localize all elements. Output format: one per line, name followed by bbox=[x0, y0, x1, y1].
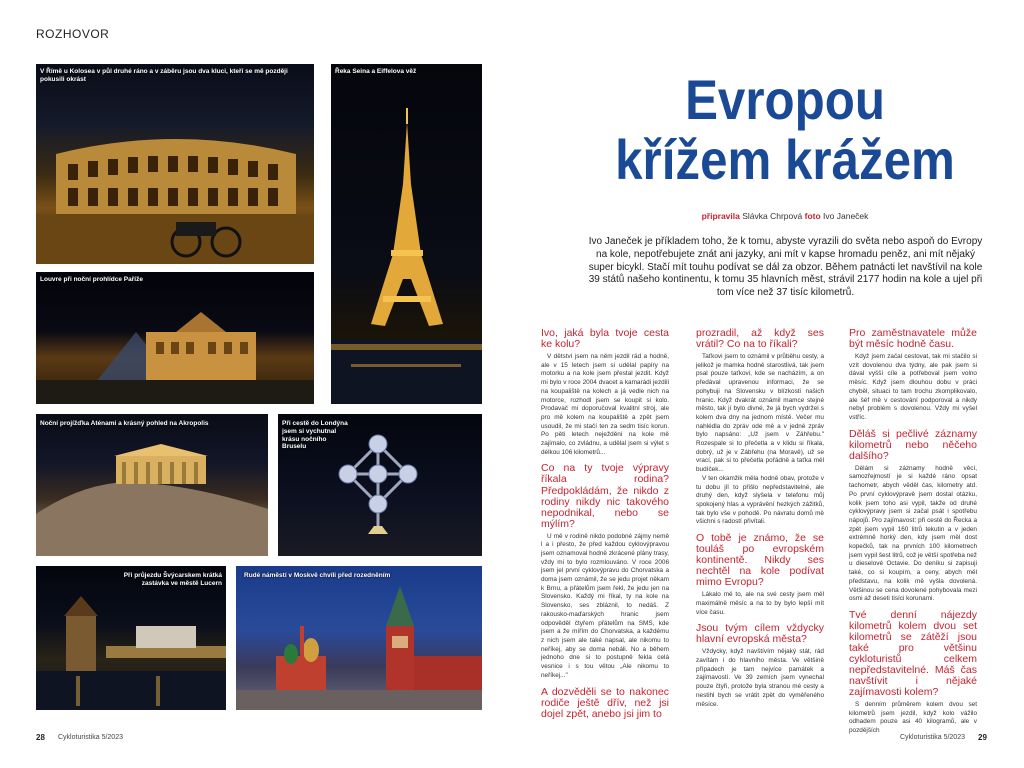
credit-label: foto bbox=[804, 211, 821, 221]
interview-answer: Taťkovi jsem to oznámil v průběhu cesty, a jelikož je mamka hodně starostlivá, tak jsem psal pouze taťkovi, kde se nacházím, a on předával upravenou informaci, že se pohybuji na Slovensku v blízkosti našich hranic. Když dvakrát oznámil mamce stejné město, tak jí bylo divné, že já bych vydržel s kolem dva dny na jednom místě. Večer mu nahlédla do zpráv ode mě a v jedné zpráv bylo napsáno: „Už jsem v Záhřebu." Rozespale si to přečetla a v klidu si říkala, dobrý, už je v Zábřehu (na Moravě), už se vrací, pak si to přečetla pořádně a taťka měl budíček... bbox=[696, 353, 824, 474]
red-square-icon bbox=[236, 566, 482, 710]
interview-answer: V dětství jsem na něm jezdil rád a hodně, ale v 15 letech jsem si udělal papíry na motorku a na kole jsem přestal jezdit. Když mi bylo v roce 2004 dvacet a kamarádi jezdili na koupaliště na kolech a já vedle nich na motorce, rozhodl jsem se koupit si kolo. Prodavač mi doporučoval kvalitní stroj, ale pro mě kolem na koupaliště a zpět jsem usoudil, že mi stačí ten za sedm tisíc korun. Po pěti letech neježdění na kole mě zajímalo, co zvládnu, a udělal jsem si výlet s délkou 106 kilometrů... bbox=[541, 353, 669, 456]
photo-eiffel bbox=[331, 64, 482, 404]
interview-answer: Dělám si záznamy hodně věcí, samozřejmostí je si každé ráno opsat tachometr, abych věděl čas, kilometry atd. Po první cyklovýpravě jsem dostal otázku, kolik jsem toho asi vypil, takže od druhé cyklovýpravy jsem si začal psát i spotřebu nápojů. Pro zajímavost: při cestě do Řecka a zpět jsem vypil 160 litrů tekutin a v jeden extrémně horký den, kdy jsem měl dost kopečků, tak na prvních 100 kilometrech jsem vypil šest litrů, což je větší spotřeba než u dieselové Octavie. Do deníku si zapisuji také, co si koupím, a ceny, abych měl představu, na kolik mě vyšla dovolená. Většinou se cena dovolené pohybovala mezi osmi až deseti tisíci korunami. bbox=[849, 464, 977, 603]
interview-question: Tvé denní nájezdy kilometrů kolem dvou set kilometrů se zátěží jsou také pro většinu cykloturistů celkem nepředstavitelné. Máš čas navštívit i nějaké zajímavosti kolem? bbox=[849, 608, 977, 699]
article-title-line1: Evropou bbox=[685, 68, 885, 131]
lucerne-icon bbox=[36, 566, 226, 710]
magazine-name-right: Cykloturistika 5/2023 bbox=[900, 734, 965, 741]
text-column-3 bbox=[849, 328, 977, 736]
interview-answer: Když jsem začal cestovat, tak mi stačilo si vzít dovolenou dva týdny, ale pak jsem si dával vyšší cíle a potřeboval jsem volno měsíc. Když jsem dlouhou dobu v práci chyběl, situaci to tam trochu zkomplikovalo, ale šéf mě v cestování podporoval a nikdy nebyl problém s dovolenou. Vždy mi vyšel vstříc. bbox=[849, 353, 977, 421]
photo-caption: V Římě u Kolosea v půl druhé ráno a v záběru jsou dva kluci, kteří se mě později pokusili okrást bbox=[40, 68, 288, 83]
photo-caption: Při průjezdu Švýcarskem krátká zastávka ve městě Lucern bbox=[123, 572, 222, 587]
photo-caption: Noční projížďka Aténami a krásný pohled na Akropolis bbox=[40, 420, 209, 427]
photo-atomium bbox=[278, 414, 482, 556]
interview-question: O tobě je známo, že se touláš po evropském kontinentě. Nikdy ses nechtěl na kole podívat mimo Evropu? bbox=[696, 532, 824, 589]
page-number-left: 28 bbox=[36, 733, 45, 742]
interview-question: Ivo, jaká byla tvoje cesta ke kolu? bbox=[541, 327, 669, 351]
article-title-line2: křížem krážem bbox=[615, 128, 955, 192]
photo-colosseum bbox=[36, 64, 314, 264]
louvre-icon bbox=[36, 272, 314, 404]
interview-answer: Lákalo mě to, ale na své cesty jsem měl maximálně měsíc a na to by bylo lepší mít více času. bbox=[696, 591, 824, 616]
article-lead: Ivo Janeček je příkladem toho, že k tomu, abyste vyrazili do světa nebo aspoň do Evropy na kole, nepotřebujete znát ani jazyky, ani mít v kapse hromadu peněz, ani mít nějaký super bicykl. Stačí mít touhu podívat se dál za obzor. Během patnácti let navštívil na kole 39 států našeho kontinentu, k tomu 35 hlavních měst, strávil 2177 hodin na kole a ujel při tom více než 37 tisíc kilometrů. bbox=[588, 236, 983, 299]
photo-lucerne bbox=[36, 566, 226, 710]
photo-caption: Při cestě do Londýna jsem si vychutnal krásu nočního Bruselu bbox=[282, 420, 348, 451]
interview-answer: U mě v rodině nikdo podobné zájmy nemě l a i přesto, že před každou cyklovýpravou jsem oznamoval hodně zkrácené plány trasy, vždy mi to bylo rozmlouváno. V roce 2006 jsem jel první cyklovýpravu do Chorvatska a doma jsem oznámil, že se jedu projet někam k Brnu, a přátelům jsem řekl, že jedu jen na Slovensko. Každý mi říkal, ty na kole na Slovensko, ses zbláznil, to nedáš. Z rakousko-maďarských hranic jsem odpověděl čtyřem přátelům na SMS, kde jsem a že mířím do Chorvatska, a každému z nich jsem ale také napsal, ale nikomu to neříkej, aby se doma nebáli. No a během jednoho dne si to postupně fekla celá vesnice i s tou větou „Ale nikomu to neříkej..." bbox=[541, 532, 669, 679]
photo-caption: Rudé náměstí v Moskvě chvíli před rozedněním bbox=[244, 572, 391, 579]
article-title bbox=[613, 70, 956, 191]
interview-question: prozradil, až když ses vrátil? Co na to říkali? bbox=[696, 327, 824, 351]
colosseum-icon bbox=[36, 64, 314, 264]
page-number-right: 29 bbox=[978, 733, 987, 742]
interview-answer: S denním průměrem kolem dvou set kilometrů jsem jezdil, když kolo vážilo odhadem pouze asi 40 kilogramů, ale v pozdějších bbox=[849, 701, 977, 735]
acropolis-icon bbox=[36, 414, 268, 556]
kremlin-tower-icon bbox=[386, 586, 482, 690]
text-column-2 bbox=[696, 328, 824, 709]
interview-question: Jsou tvým cílem vždycky hlavní evropská města? bbox=[696, 622, 824, 646]
interview-answer: Vždycky, když navštívím nějaký stát, rád zavítám i do hlavního města. Ve většině případech je tam nejvíce památek a zajímavostí. Ve 39 zemích jsem vynechal pouze čtyři, protože byla stranou mé cesty a nestihl bych se vrátit zpět do vyměřeného měsíce. bbox=[696, 648, 824, 708]
interview-answer: V ten okamžik měla hodně obav, protože v tu dobu jíl to přišlo nepředstavitelné, ale druhý den, když slyšela v telefonu můj spokojený hlas a vyprávění hezkých zážitků, tak bylo vše v pohodě. Po návratu domů mě všichni s radostí přivítali. bbox=[696, 474, 824, 526]
credit-label: připravila bbox=[701, 211, 740, 221]
credit-name: Ivo Janeček bbox=[823, 211, 869, 221]
photo-red-square bbox=[236, 566, 482, 710]
interview-question: Co na ty tvoje výpravy říkala rodina? Předpokládám, že nikdo z rodiny nikdy nic takového nepodnikal, nebo se mýlím? bbox=[541, 462, 669, 530]
section-label: ROZHOVOR bbox=[36, 27, 110, 41]
magazine-name-left: Cykloturistika 5/2023 bbox=[58, 734, 123, 741]
text-column-1 bbox=[541, 328, 669, 723]
eiffel-tower-icon bbox=[331, 64, 482, 404]
credit-name: Slávka Chrpová bbox=[742, 211, 803, 221]
photo-acropolis bbox=[36, 414, 268, 556]
article-credits bbox=[590, 211, 980, 221]
photo-louvre bbox=[36, 272, 314, 404]
interview-question: A dozvěděli se to nakonec rodiče ještě dřív, než jsi dojel zpět, anebo jsi jim to bbox=[541, 685, 669, 720]
interview-question: Pro zaměstnavatele může být měsíc hodně času. bbox=[849, 327, 977, 351]
interview-question: Děláš si pečlivé záznamy kilometrů nebo něčeho dalšího? bbox=[849, 427, 977, 462]
photo-caption: Louvre při noční prohlídce Paříže bbox=[40, 276, 143, 283]
photo-caption: Řeka Seina a Eiffelova věž bbox=[335, 68, 417, 75]
st-basil-icon bbox=[276, 626, 326, 691]
